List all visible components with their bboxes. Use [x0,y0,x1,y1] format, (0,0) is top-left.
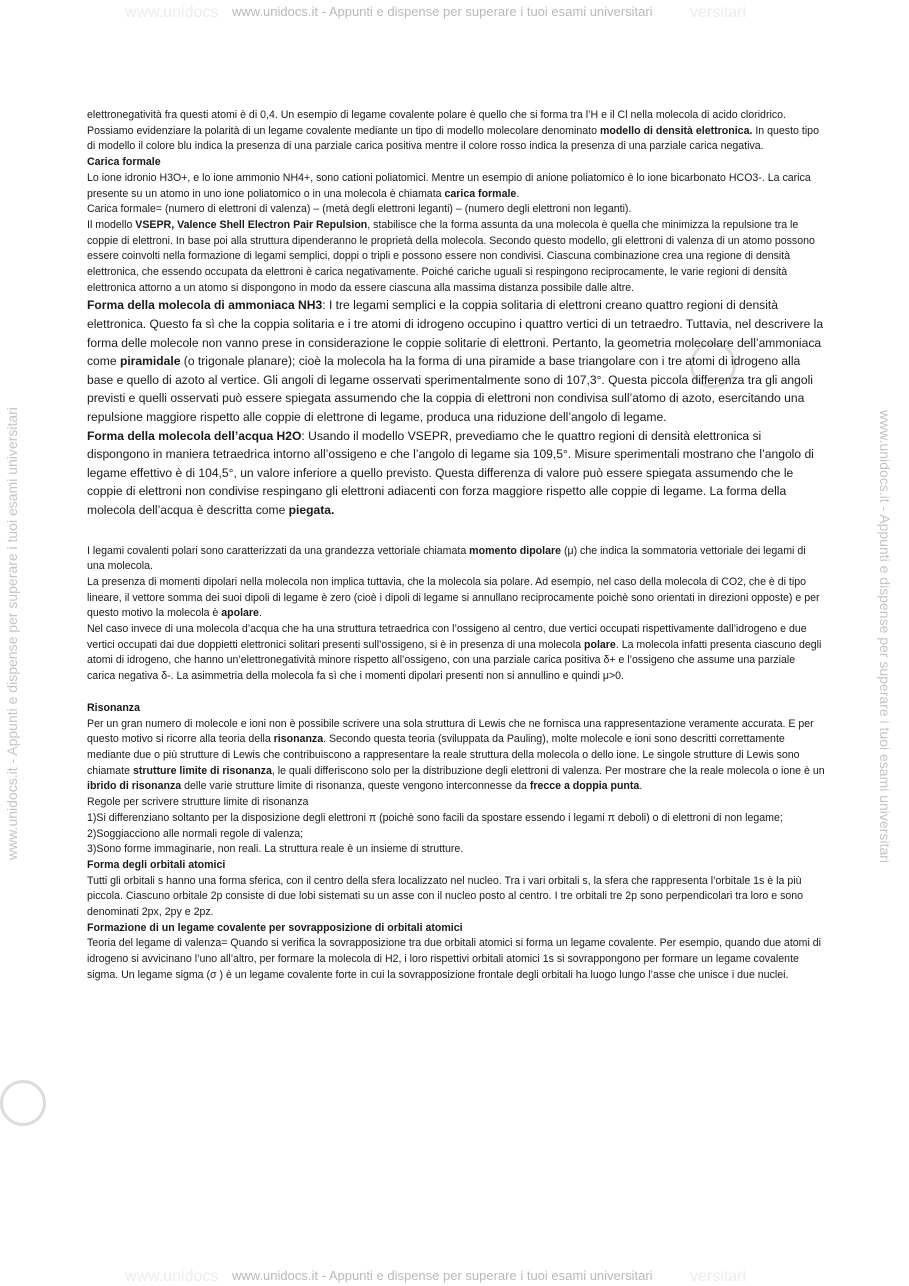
section-heading: Risonanza [87,701,140,714]
list-item: 1)Si differenziano soltanto per la disposizione degli elettroni π (poichè sono facili da spostare essendo i legami π deboli) o di elettroni di non legame; [87,811,783,824]
section-heading: Carica formale [87,156,161,169]
paragraph: Regole per scrivere strutture limite di risonanza [87,796,309,809]
paragraph: Lo ione idronio H3O+, e lo ione ammonio NH4+, sono cationi poliatomici. Mentre un esempio di anione poliatomico è lo ione bicarbonato HCO3-. La carica presente su un atomo in uno ione poliatomico o in una molecola è chiamata carica formale. [87,171,811,200]
watermark-top: www.unidocs.it - Appunti e dispense per superare i tuoi esami universitari [232,4,653,19]
section-heading: Formazione di un legame covalente per sovrapposizione di orbitali atomici [87,921,463,934]
list-item: 2)Soggiacciono alle normali regole di valenza; [87,827,304,840]
paragraph: Il modello VSEPR, Valence Shell Electron Pair Repulsion, stabilisce che la forma assunta da una molecola è quella che minimizza la repulsione tra le coppie di elettroni. In base poi alla struttura dipenderanno le proprietà della molecola. Secondo questo modello, gli elettroni di valenza di un atomo possono essere coinvolti nella formazione di legami semplici, doppi o tripli e possono essere non condivisi. Ciascuna combinazione crea una regione di densità elettronica, che essendo occupata da elettroni è carica negativamente. Poiché cariche uguali si respingono reciprocamente, le varie regioni di densità elettronica attorno a un atomo si dispongono in modo da essere ciascuna alla massima distanza possibile dalle altre. [87,218,815,294]
watermark-faded-left: www.unidocs [125,1268,219,1285]
watermark-side-left: www.unidocs.it - Appunti e dispense per superare i tuoi esami universitari [4,407,20,860]
paragraph: Nel caso invece di una molecola d’acqua che ha una struttura tetraedrica con l’ossigeno al centro, due vertici occupati rispettivamente dall’idrogeno e due vertici occupati dai due doppietti elettronici solitari presenti sull’ossigeno, si è in presenza di una molecola polare. La molecola infatti presenta ciascuno degli atomi di idrogeno, che hanno un’elettronegatività minore rispetto all’ossigeno, con una parziale carica positiva δ+ e l’ossigeno che assume una parziale carica negativa δ-. La asimmetria della molecola fa sì che i momenti dipolari presenti non si annullino e quindi μ>0. [87,623,822,683]
watermark-bottom: www.unidocs.it - Appunti e dispense per superare i tuoi esami universitari [232,1268,653,1283]
watermark-side-right: www.unidocs.it - Appunti e dispense per superare i tuoi esami universitari [877,410,893,863]
watermark-faded-right: versitari [690,4,747,21]
paragraph: Per un gran numero di molecole e ioni non è possibile scrivere una sola struttura di Lewis che ne fornisca una rappresentazione veramente accurata. E per questo motivo si ricorre alla teoria della risonanza. Secondo questa teoria (sviluppata da Pauling), molte molecole e ioni sono descritti correttamente mediante due o più strutture di Lewis che contribuiscono a rappresentare la reale struttura della molecola o dello ione. Le singole strutture di Lewis sono chiamate strutture limite di risonanza, le quali differiscono solo per la distribuzione degli elettroni di valenza. Per mostrare che la reale molecola o ione è un ibrido di risonanza delle varie strutture limite di risonanza, queste vengono interconnesse da frecce a doppia punta. [87,717,825,793]
paragraph: La presenza di momenti dipolari nella molecola non implica tuttavia, che la molecola sia polare. Ad esempio, nel caso della molecola di CO2, che è di tipo lineare, il vettore somma dei suoi dipoli di legame è zero (cioè i dipoli di legame si annullano reciprocamente poichè sono orientati in direzioni opposte) e per questo motivo la molecola è apolare. [87,575,820,620]
watermark-logo-icon [0,1080,46,1126]
paragraph: Tutti gli orbitali s hanno una forma sferica, con il centro della sfera localizzato nel nucleo. Tra i vari orbitali s, la sfera che rappresenta l’orbitale 1s è la più piccola. Ciascuno orbitale 2p consiste di due lobi sistemati su un asse con il nucleo posto al centro. I tre orbitali tre 2p sono perpendicolari tra loro e sono denominati 2px, 2py e 2pz. [87,874,804,919]
document-body [87,108,825,984]
paragraph: Teoria del legame di valenza= Quando si verifica la sovrapposizione tra due orbitali atomici si forma un legame covalente. Per esempio, quando due atomi di idrogeno si avvicinano l’uno all’altro, per formare la molecola di H2, i loro rispettivi orbitali atomici 1s si sovrappongono per formare un legame covalente sigma. Un legame sigma (σ ) è un legame covalente forte in cui la sovrapposizione frontale degli orbitali ha luogo lungo l’asse che unisce i due nuclei. [87,937,822,981]
paragraph: Possiamo evidenziare la polarità di un legame covalente mediante un tipo di modello molecolare denominato modello di densità elettronica. In questo tipo di modello il colore blu indica la presenza di una parziale carica positiva mentre il colore rosso indica la presenza di una parziale carica negativa. [87,124,819,153]
spacer [87,520,825,544]
paragraph: I legami covalenti polari sono caratterizzati da una grandezza vettoriale chiamata momento dipolare (μ) che indica la sommatoria vettoriale dei legami di una molecola. [87,544,806,573]
watermark-faded-left: www.unidocs [125,4,219,21]
paragraph: elettronegatività fra questi atomi è di 0,4. Un esempio di legame covalente polare è quello che si forma tra l’H e il Cl nella molecola di acido cloridrico. [87,109,786,121]
spacer [87,685,825,701]
paragraph: Forma della molecola di ammoniaca NH3: I tre legami semplici e la coppia solitaria di elettroni creano quattro regioni di densità elettronica. Questo fa sì che la coppia solitaria e i tre atomi di idrogeno occupino i quattro vertici di un tetraedro. Tuttavia, nel descrivere la forma delle molecole non vanno prese in considerazione le coppie solitarie di elettroni. Pertanto, la geometria molecolare dell’ammoniaca come piramidale (o trigonale planare); cioè la molecola ha la forma di una piramide a base triangolare con i tre atomi di idrogeno alla base e quello di azoto al vertice. Gli angoli di legame osservati sperimentalmente sono di 107,3°. Questa piccola differenza tra gli angoli previsti e quelli osservati può essere spiegata assumendo che la coppia di elettroni non condivisa sull’atomo di azoto, esercitando una repulsione maggiore rispetto alle coppie di elettrone di legame, produca una riduzione dell’angolo di legame. [87,298,824,424]
paragraph: Carica formale= (numero di elettroni di valenza) – (metà degli elettroni leganti) – (numero degli elettroni non leganti). [87,203,632,216]
paragraph: Forma della molecola dell’acqua H2O: Usando il modello VSEPR, prevediamo che le quattro regioni di densità elettronica si dispongono in maniera tetraedrica intorno all’ossigeno e che l’angolo di legame sia 109,5°. Misure sperimentali mostrano che l’angolo di legame effettivo è di 104,5°, un valore inferiore a quello previsto. Questa differenza di valore può essere spiegata assumendo che le coppie di elettroni non condivise respingano gli elettroni adiacenti con forza maggiore rispetto alle coppie di legame. La forma della molecola dell’acqua è descritta come piegata. [87,428,814,517]
list-item: 3)Sono forme immaginarie, non reali. La struttura reale è un insieme di strutture. [87,843,464,856]
section-heading: Forma degli orbitali atomici [87,858,226,871]
watermark-faded-right: versitari [690,1268,747,1285]
